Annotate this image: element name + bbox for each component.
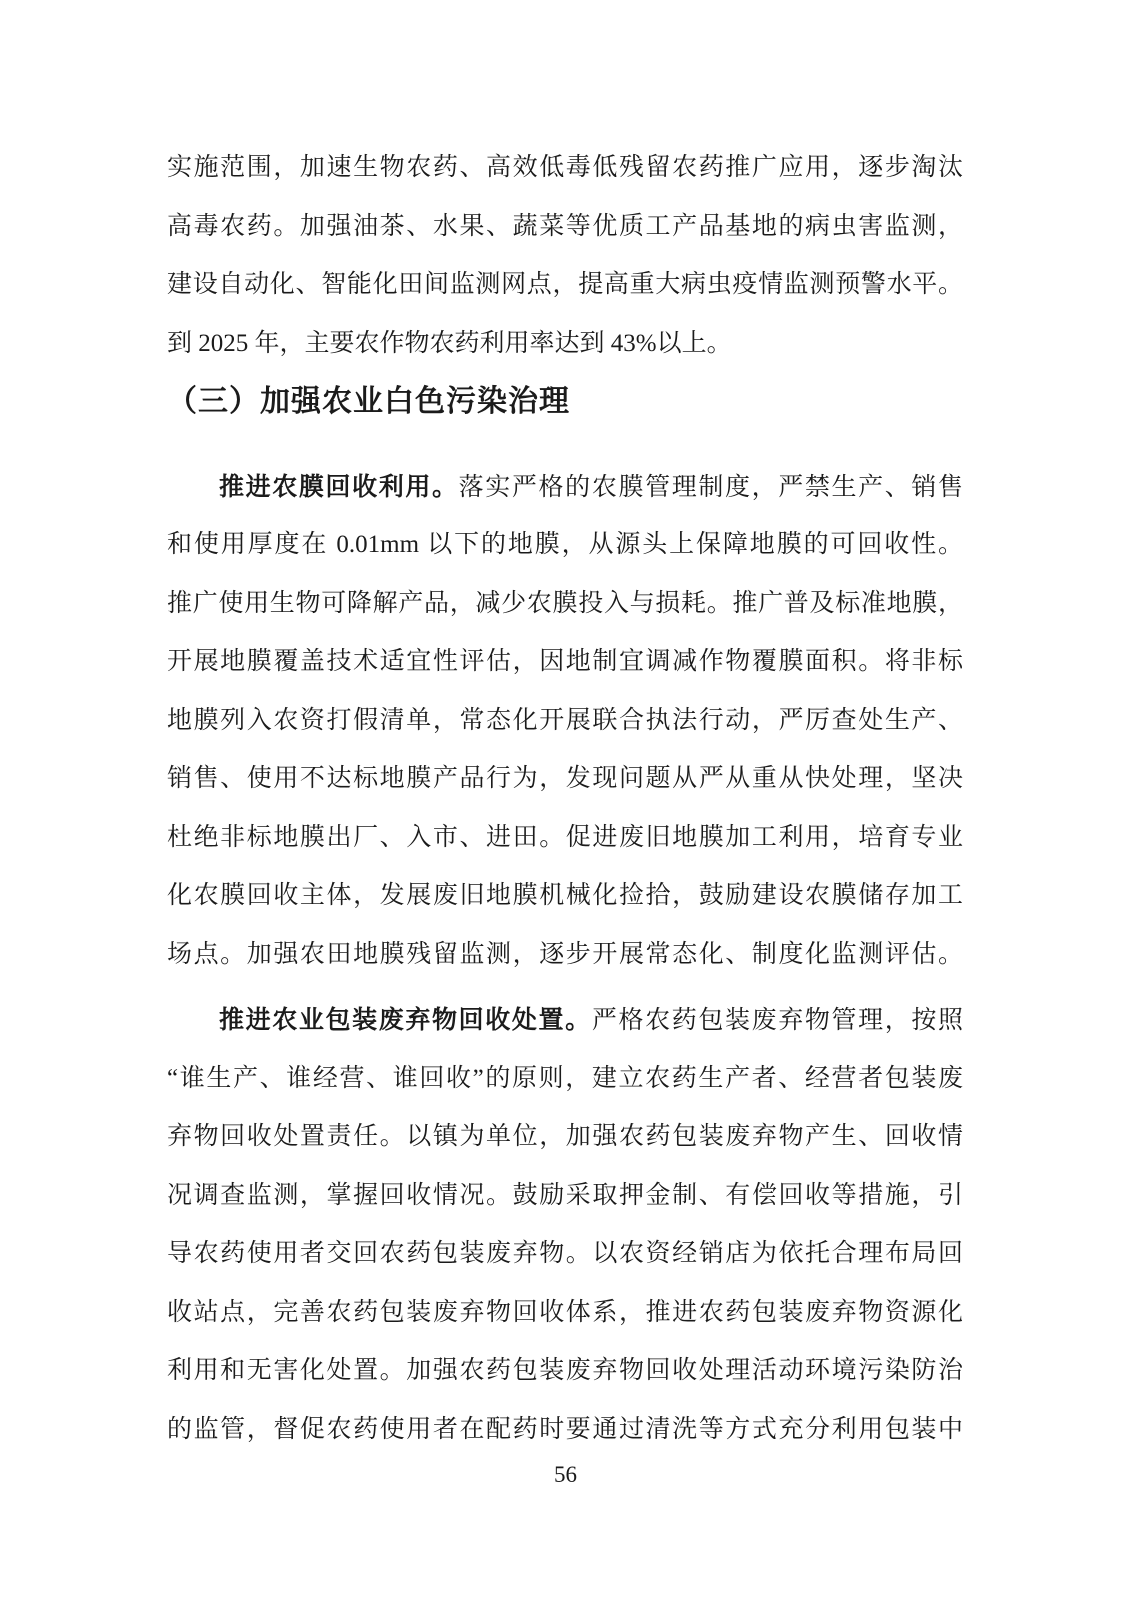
text-line: 杜绝非标地膜出厂、入市、进田。促进废旧地膜加工利用，培育专业 [167, 823, 963, 851]
text-line: “谁生产、谁经营、谁回收”的原则，建立农药生产者、经营者包装废 [167, 1064, 963, 1092]
text-run: 落实严格的农膜管理制度，严禁生产、销售 [458, 473, 963, 501]
paragraph-lead-bold: 推进农膜回收利用。 [219, 472, 459, 501]
text-line [167, 458, 963, 517]
text-line: 的监管，督促农药使用者在配药时要通过清洗等方式充分利用包装中 [167, 1415, 963, 1443]
section-heading: （三）加强农业白色污染治理 [167, 385, 570, 418]
text-line: 地膜列入农资打假清单，常态化开展联合执法行动，严厉查处生产、 [167, 706, 963, 734]
paragraph-pesticide-continuation [167, 139, 963, 373]
page-footer [0, 1460, 1131, 1490]
text-line: 开展地膜覆盖技术适宜性评估，因地制宜调减作物覆膜面积。将非标 [167, 648, 963, 675]
paragraph-lead-bold: 推进农业包装废弃物回收处置。 [219, 1006, 592, 1034]
text-line: 收站点，完善农药包装废弃物回收体系，推进农药包装废弃物资源化 [167, 1298, 963, 1326]
text-line: 利用和无害化处置。加强农药包装废弃物回收处理活动环境污染防治 [167, 1357, 963, 1384]
paragraph-film-recycling [167, 458, 963, 985]
text-line [167, 991, 963, 1050]
text-line: 到 2025 年，主要农作物农药利用率达到 43%以上。 [167, 329, 732, 357]
text-line: 实施范围，加速生物农药、高效低毒低残留农药推广应用，逐步淘汰 [167, 154, 963, 181]
text-line: 导农药使用者交回农药包装废弃物。以农资经销店为依托合理布局回 [167, 1240, 963, 1267]
text-line: 场点。加强农田地膜残留监测，逐步开展常态化、制度化监测评估。 [167, 940, 963, 968]
text-line: 和使用厚度在 0.01mm 以下的地膜，从源头上保障地膜的可回收性。 [167, 531, 963, 558]
text-line: 弃物回收处置责任。以镇为单位，加强农药包装废弃物产生、回收情 [167, 1123, 963, 1150]
page-number: 56 [554, 1462, 577, 1487]
text-line: 高毒农药。加强油茶、水果、蔬菜等优质工产品基地的病虫害监测， [167, 212, 963, 240]
text-line: 建设自动化、智能化田间监测网点，提高重大病虫疫情监测预警水平。 [167, 271, 963, 298]
text-line: 销售、使用不达标地膜产品行为，发现问题从严从重从快处理，坚决 [167, 765, 963, 792]
text-run: 严格农药包装废弃物管理，按照 [591, 1007, 963, 1034]
text-line: 推广使用生物可降解产品，减少农膜投入与损耗。推广普及标准地膜， [167, 589, 963, 617]
page-body [167, 139, 963, 1459]
text-line: 况调查监测，掌握回收情况。鼓励采取押金制、有偿回收等措施，引 [167, 1181, 963, 1209]
paragraph-packaging-waste [167, 991, 963, 1459]
text-line: 化农膜回收主体，发展废旧地膜机械化捡拾，鼓励建设农膜储存加工 [167, 882, 963, 909]
